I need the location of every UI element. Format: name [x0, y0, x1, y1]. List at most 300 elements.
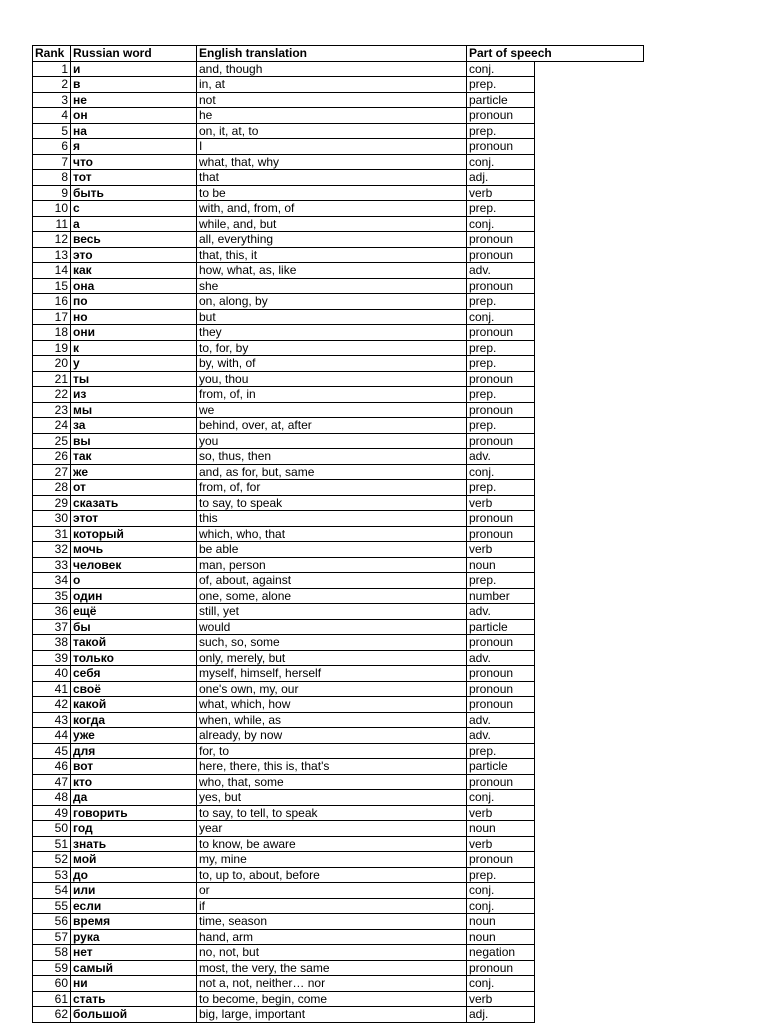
rank-cell: 29: [33, 495, 71, 511]
english-translation-cell: already, by now: [197, 728, 467, 744]
russian-word-cell: быть: [71, 185, 197, 201]
table-row: [33, 495, 644, 511]
table-row: [33, 836, 644, 852]
russian-word-cell: один: [71, 588, 197, 604]
rank-cell: 10: [33, 201, 71, 217]
part-of-speech-cell: verb: [467, 805, 535, 821]
rank-cell: 37: [33, 619, 71, 635]
part-of-speech-cell: pronoun: [467, 681, 535, 697]
english-translation-cell: and, as for, but, same: [197, 464, 467, 480]
russian-word-cell: или: [71, 883, 197, 899]
english-translation-cell: my, mine: [197, 852, 467, 868]
rank-cell: 38: [33, 635, 71, 651]
table-row: [33, 852, 644, 868]
part-of-speech-cell: pronoun: [467, 960, 535, 976]
rank-cell: 21: [33, 371, 71, 387]
rank-cell: 26: [33, 449, 71, 465]
english-translation-cell: this: [197, 511, 467, 527]
rank-cell: 6: [33, 139, 71, 155]
part-of-speech-cell: prep.: [467, 743, 535, 759]
part-of-speech-cell: adj.: [467, 1007, 535, 1023]
rank-cell: 62: [33, 1007, 71, 1023]
rank-cell: 27: [33, 464, 71, 480]
english-translation-cell: not: [197, 92, 467, 108]
part-of-speech-cell: adv.: [467, 728, 535, 744]
rank-cell: 49: [33, 805, 71, 821]
rank-cell: 2: [33, 77, 71, 93]
table-row: [33, 914, 644, 930]
rank-cell: 20: [33, 356, 71, 372]
english-translation-cell: that: [197, 170, 467, 186]
russian-word-cell: на: [71, 123, 197, 139]
part-of-speech-cell: verb: [467, 836, 535, 852]
table-row: [33, 898, 644, 914]
table-row: [33, 433, 644, 449]
part-of-speech-cell: pronoun: [467, 852, 535, 868]
english-translation-cell: we: [197, 402, 467, 418]
english-translation-cell: she: [197, 278, 467, 294]
part-of-speech-cell: pronoun: [467, 232, 535, 248]
part-of-speech-cell: pronoun: [467, 278, 535, 294]
rank-cell: 14: [33, 263, 71, 279]
russian-word-cell: весь: [71, 232, 197, 248]
english-translation-cell: no, not, but: [197, 945, 467, 961]
english-translation-cell: man, person: [197, 557, 467, 573]
rank-cell: 23: [33, 402, 71, 418]
part-of-speech-cell: conj.: [467, 976, 535, 992]
rank-cell: 11: [33, 216, 71, 232]
part-of-speech-cell: number: [467, 588, 535, 604]
header-russian-word: Russian word: [71, 46, 197, 62]
russian-word-cell: с: [71, 201, 197, 217]
english-translation-cell: on, it, at, to: [197, 123, 467, 139]
english-translation-cell: one, some, alone: [197, 588, 467, 604]
table-body: [33, 61, 644, 1022]
russian-word-cell: а: [71, 216, 197, 232]
part-of-speech-cell: pronoun: [467, 511, 535, 527]
russian-word-cell: по: [71, 294, 197, 310]
rank-cell: 4: [33, 108, 71, 124]
russian-word-cell: ещё: [71, 604, 197, 620]
header-row: [33, 46, 644, 62]
table-header: [33, 46, 644, 62]
table-row: [33, 325, 644, 341]
english-translation-cell: in, at: [197, 77, 467, 93]
part-of-speech-cell: pronoun: [467, 433, 535, 449]
part-of-speech-cell: pronoun: [467, 526, 535, 542]
rank-cell: 61: [33, 991, 71, 1007]
part-of-speech-cell: noun: [467, 821, 535, 837]
russian-word-cell: от: [71, 480, 197, 496]
russian-word-cell: у: [71, 356, 197, 372]
part-of-speech-cell: particle: [467, 759, 535, 775]
table-row: [33, 449, 644, 465]
table-row: [33, 883, 644, 899]
english-translation-cell: most, the very, the same: [197, 960, 467, 976]
english-translation-cell: not a, not, neither… nor: [197, 976, 467, 992]
table-row: [33, 154, 644, 170]
part-of-speech-cell: pronoun: [467, 666, 535, 682]
rank-cell: 13: [33, 247, 71, 263]
part-of-speech-cell: particle: [467, 619, 535, 635]
table-row: [33, 588, 644, 604]
english-translation-cell: on, along, by: [197, 294, 467, 310]
russian-word-cell: сказать: [71, 495, 197, 511]
english-translation-cell: be able: [197, 542, 467, 558]
english-translation-cell: who, that, some: [197, 774, 467, 790]
english-translation-cell: I: [197, 139, 467, 155]
english-translation-cell: one's own, my, our: [197, 681, 467, 697]
table-row: [33, 294, 644, 310]
russian-word-cell: мочь: [71, 542, 197, 558]
english-translation-cell: if: [197, 898, 467, 914]
part-of-speech-cell: verb: [467, 495, 535, 511]
russian-word-cell: этот: [71, 511, 197, 527]
table-row: [33, 185, 644, 201]
table-row: [33, 123, 644, 139]
table-row: [33, 402, 644, 418]
table-row: [33, 945, 644, 961]
russian-word-cell: тот: [71, 170, 197, 186]
english-translation-cell: for, to: [197, 743, 467, 759]
rank-cell: 43: [33, 712, 71, 728]
part-of-speech-cell: pronoun: [467, 371, 535, 387]
part-of-speech-cell: verb: [467, 991, 535, 1007]
table-row: [33, 790, 644, 806]
table-row: [33, 712, 644, 728]
russian-word-cell: кто: [71, 774, 197, 790]
english-translation-cell: he: [197, 108, 467, 124]
part-of-speech-cell: prep.: [467, 340, 535, 356]
part-of-speech-cell: pronoun: [467, 774, 535, 790]
russian-word-cell: ни: [71, 976, 197, 992]
part-of-speech-cell: conj.: [467, 216, 535, 232]
rank-cell: 18: [33, 325, 71, 341]
russian-word-cell: нет: [71, 945, 197, 961]
part-of-speech-cell: pronoun: [467, 108, 535, 124]
part-of-speech-cell: verb: [467, 185, 535, 201]
russian-word-cell: вы: [71, 433, 197, 449]
rank-cell: 56: [33, 914, 71, 930]
table-row: [33, 976, 644, 992]
rank-cell: 15: [33, 278, 71, 294]
english-translation-cell: what, which, how: [197, 697, 467, 713]
russian-word-cell: год: [71, 821, 197, 837]
rank-cell: 48: [33, 790, 71, 806]
part-of-speech-cell: particle: [467, 92, 535, 108]
table-row: [33, 232, 644, 248]
table-row: [33, 929, 644, 945]
header-english-translation: English translation: [197, 46, 467, 62]
part-of-speech-cell: prep.: [467, 867, 535, 883]
russian-word-cell: да: [71, 790, 197, 806]
rank-cell: 59: [33, 960, 71, 976]
russian-word-cell: же: [71, 464, 197, 480]
table-row: [33, 1007, 644, 1023]
rank-cell: 5: [33, 123, 71, 139]
table-row: [33, 356, 644, 372]
table-row: [33, 666, 644, 682]
part-of-speech-cell: conj.: [467, 154, 535, 170]
english-translation-cell: yes, but: [197, 790, 467, 806]
table-row: [33, 573, 644, 589]
russian-word-cell: время: [71, 914, 197, 930]
part-of-speech-cell: adv.: [467, 712, 535, 728]
russian-word-cell: что: [71, 154, 197, 170]
english-translation-cell: but: [197, 309, 467, 325]
russian-word-cell: когда: [71, 712, 197, 728]
table-row: [33, 743, 644, 759]
table-row: [33, 464, 644, 480]
rank-cell: 41: [33, 681, 71, 697]
table-row: [33, 650, 644, 666]
russian-word-cell: как: [71, 263, 197, 279]
part-of-speech-cell: prep.: [467, 356, 535, 372]
table-row: [33, 278, 644, 294]
table-row: [33, 480, 644, 496]
part-of-speech-cell: adv.: [467, 263, 535, 279]
part-of-speech-cell: conj.: [467, 883, 535, 899]
rank-cell: 30: [33, 511, 71, 527]
russian-word-cell: но: [71, 309, 197, 325]
part-of-speech-cell: pronoun: [467, 635, 535, 651]
rank-cell: 47: [33, 774, 71, 790]
russian-word-cell: он: [71, 108, 197, 124]
table-row: [33, 681, 644, 697]
english-translation-cell: year: [197, 821, 467, 837]
english-translation-cell: to become, begin, come: [197, 991, 467, 1007]
table-row: [33, 619, 644, 635]
table-row: [33, 61, 644, 77]
part-of-speech-cell: adv.: [467, 650, 535, 666]
table-row: [33, 139, 644, 155]
rank-cell: 1: [33, 61, 71, 77]
table-row: [33, 728, 644, 744]
english-translation-cell: to be: [197, 185, 467, 201]
russian-word-cell: и: [71, 61, 197, 77]
part-of-speech-cell: conj.: [467, 790, 535, 806]
english-translation-cell: from, of, in: [197, 387, 467, 403]
english-translation-cell: to know, be aware: [197, 836, 467, 852]
table-row: [33, 991, 644, 1007]
russian-word-cell: из: [71, 387, 197, 403]
part-of-speech-cell: verb: [467, 542, 535, 558]
part-of-speech-cell: pronoun: [467, 139, 535, 155]
part-of-speech-cell: prep.: [467, 480, 535, 496]
russian-word-cell: это: [71, 247, 197, 263]
rank-cell: 17: [33, 309, 71, 325]
english-translation-cell: such, so, some: [197, 635, 467, 651]
rank-cell: 50: [33, 821, 71, 837]
rank-cell: 52: [33, 852, 71, 868]
rank-cell: 34: [33, 573, 71, 589]
table-row: [33, 247, 644, 263]
table-row: [33, 960, 644, 976]
table-row: [33, 774, 644, 790]
part-of-speech-cell: negation: [467, 945, 535, 961]
rank-cell: 45: [33, 743, 71, 759]
table-row: [33, 867, 644, 883]
rank-cell: 28: [33, 480, 71, 496]
english-translation-cell: which, who, that: [197, 526, 467, 542]
rank-cell: 57: [33, 929, 71, 945]
english-translation-cell: or: [197, 883, 467, 899]
russian-word-cell: стать: [71, 991, 197, 1007]
russian-word-cell: она: [71, 278, 197, 294]
english-translation-cell: by, with, of: [197, 356, 467, 372]
russian-word-cell: за: [71, 418, 197, 434]
english-translation-cell: from, of, for: [197, 480, 467, 496]
rank-cell: 31: [33, 526, 71, 542]
english-translation-cell: you, thou: [197, 371, 467, 387]
russian-word-cell: только: [71, 650, 197, 666]
english-translation-cell: so, thus, then: [197, 449, 467, 465]
part-of-speech-cell: adj.: [467, 170, 535, 186]
table-row: [33, 805, 644, 821]
english-translation-cell: and, though: [197, 61, 467, 77]
rank-cell: 12: [33, 232, 71, 248]
russian-word-cell: себя: [71, 666, 197, 682]
russian-word-cell: говорить: [71, 805, 197, 821]
table-row: [33, 201, 644, 217]
rank-cell: 39: [33, 650, 71, 666]
english-translation-cell: with, and, from, of: [197, 201, 467, 217]
table-row: [33, 604, 644, 620]
english-translation-cell: would: [197, 619, 467, 635]
rank-cell: 36: [33, 604, 71, 620]
part-of-speech-cell: adv.: [467, 449, 535, 465]
english-translation-cell: big, large, important: [197, 1007, 467, 1023]
rank-cell: 24: [33, 418, 71, 434]
rank-cell: 42: [33, 697, 71, 713]
russian-word-cell: который: [71, 526, 197, 542]
rank-cell: 53: [33, 867, 71, 883]
english-translation-cell: time, season: [197, 914, 467, 930]
russian-word-cell: к: [71, 340, 197, 356]
part-of-speech-cell: prep.: [467, 294, 535, 310]
part-of-speech-cell: adv.: [467, 604, 535, 620]
english-translation-cell: to say, to tell, to speak: [197, 805, 467, 821]
english-translation-cell: still, yet: [197, 604, 467, 620]
rank-cell: 8: [33, 170, 71, 186]
russian-word-cell: такой: [71, 635, 197, 651]
part-of-speech-cell: prep.: [467, 123, 535, 139]
russian-word-cell: уже: [71, 728, 197, 744]
rank-cell: 16: [33, 294, 71, 310]
english-translation-cell: here, there, this is, that's: [197, 759, 467, 775]
part-of-speech-cell: conj.: [467, 61, 535, 77]
english-translation-cell: myself, himself, herself: [197, 666, 467, 682]
rank-cell: 46: [33, 759, 71, 775]
rank-cell: 9: [33, 185, 71, 201]
table-row: [33, 697, 644, 713]
part-of-speech-cell: prep.: [467, 387, 535, 403]
table-row: [33, 77, 644, 93]
russian-word-cell: в: [71, 77, 197, 93]
english-translation-cell: you: [197, 433, 467, 449]
table-row: [33, 542, 644, 558]
part-of-speech-cell: conj.: [467, 464, 535, 480]
header-rank: Rank: [33, 46, 71, 62]
english-translation-cell: what, that, why: [197, 154, 467, 170]
spreadsheet-page: [32, 45, 644, 1023]
part-of-speech-cell: conj.: [467, 309, 535, 325]
rank-cell: 19: [33, 340, 71, 356]
table-row: [33, 387, 644, 403]
russian-word-cell: самый: [71, 960, 197, 976]
table-row: [33, 526, 644, 542]
part-of-speech-cell: pronoun: [467, 325, 535, 341]
table-row: [33, 759, 644, 775]
russian-word-cell: человек: [71, 557, 197, 573]
russian-word-cell: так: [71, 449, 197, 465]
part-of-speech-cell: prep.: [467, 573, 535, 589]
rank-cell: 40: [33, 666, 71, 682]
rank-cell: 58: [33, 945, 71, 961]
rank-cell: 60: [33, 976, 71, 992]
rank-cell: 54: [33, 883, 71, 899]
rank-cell: 25: [33, 433, 71, 449]
part-of-speech-cell: pronoun: [467, 402, 535, 418]
part-of-speech-cell: noun: [467, 929, 535, 945]
table-row: [33, 821, 644, 837]
part-of-speech-cell: prep.: [467, 418, 535, 434]
russian-word-cell: не: [71, 92, 197, 108]
table-row: [33, 216, 644, 232]
russian-word-cell: своё: [71, 681, 197, 697]
part-of-speech-cell: pronoun: [467, 697, 535, 713]
table-row: [33, 418, 644, 434]
english-translation-cell: to say, to speak: [197, 495, 467, 511]
rank-cell: 22: [33, 387, 71, 403]
table-row: [33, 170, 644, 186]
table-row: [33, 371, 644, 387]
part-of-speech-cell: prep.: [467, 77, 535, 93]
russian-word-cell: знать: [71, 836, 197, 852]
russian-word-cell: мой: [71, 852, 197, 868]
english-translation-cell: behind, over, at, after: [197, 418, 467, 434]
part-of-speech-cell: pronoun: [467, 247, 535, 263]
rank-cell: 3: [33, 92, 71, 108]
english-translation-cell: that, this, it: [197, 247, 467, 263]
table-row: [33, 309, 644, 325]
table-row: [33, 635, 644, 651]
english-translation-cell: to, for, by: [197, 340, 467, 356]
russian-word-cell: большой: [71, 1007, 197, 1023]
russian-word-cell: бы: [71, 619, 197, 635]
rank-cell: 32: [33, 542, 71, 558]
english-translation-cell: to, up to, about, before: [197, 867, 467, 883]
part-of-speech-cell: prep.: [467, 201, 535, 217]
rank-cell: 35: [33, 588, 71, 604]
russian-word-cell: я: [71, 139, 197, 155]
russian-word-cell: если: [71, 898, 197, 914]
table-row: [33, 108, 644, 124]
russian-word-cell: мы: [71, 402, 197, 418]
english-translation-cell: while, and, but: [197, 216, 467, 232]
russian-word-cell: ты: [71, 371, 197, 387]
part-of-speech-cell: conj.: [467, 898, 535, 914]
rank-cell: 44: [33, 728, 71, 744]
russian-word-cell: о: [71, 573, 197, 589]
table-row: [33, 557, 644, 573]
part-of-speech-cell: noun: [467, 557, 535, 573]
english-translation-cell: hand, arm: [197, 929, 467, 945]
russian-word-cell: до: [71, 867, 197, 883]
word-frequency-table: [32, 45, 644, 1023]
table-row: [33, 340, 644, 356]
english-translation-cell: they: [197, 325, 467, 341]
